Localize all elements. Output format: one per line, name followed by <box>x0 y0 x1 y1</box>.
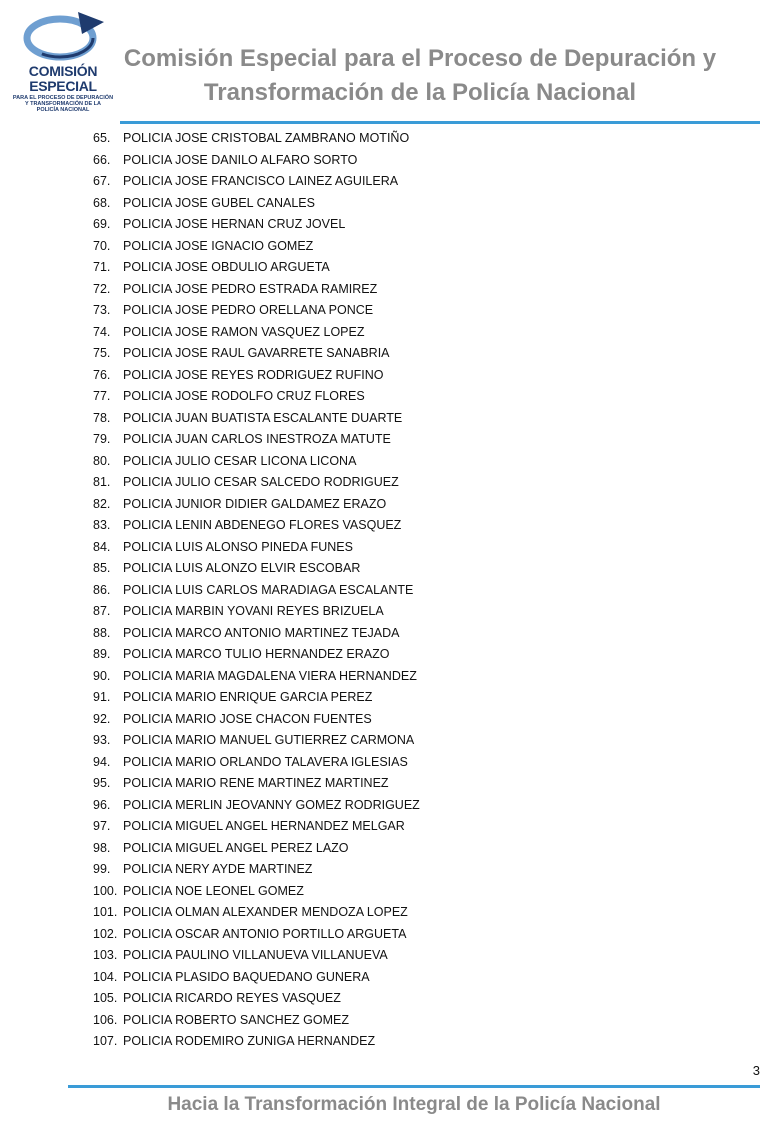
list-item <box>93 988 420 1010</box>
list-item-number: 73. <box>93 303 111 317</box>
list-item <box>93 386 420 408</box>
list-item-name: POLICIA MIGUEL ANGEL HERNANDEZ MELGAR <box>123 819 405 833</box>
list-item <box>93 838 420 860</box>
list-item-number: 91. <box>93 690 111 704</box>
list-item-name: POLICIA JOSE RAUL GAVARRETE SANABRIA <box>123 346 390 360</box>
list-item-number: 75. <box>93 346 111 360</box>
list-item-name: POLICIA RODEMIRO ZUNIGA HERNANDEZ <box>123 1034 376 1048</box>
list-item-name: POLICIA MARIO RENE MARTINEZ MARTINEZ <box>123 776 389 790</box>
logo-subtitle-line: POLICÍA NACIONAL <box>36 107 90 114</box>
header-divider <box>120 121 760 124</box>
list-item <box>93 451 420 473</box>
list-item-name: POLICIA LENIN ABDENEGO FLORES VASQUEZ <box>123 518 402 532</box>
list-item <box>93 644 420 666</box>
list-item-name: POLICIA MARIO ORLANDO TALAVERA IGLESIAS <box>123 754 408 769</box>
list-item-number: 68. <box>93 195 111 210</box>
list-item-number: 102. <box>93 926 118 941</box>
list-item <box>93 687 420 709</box>
list-item-number: 81. <box>93 475 111 489</box>
list-item <box>93 128 420 150</box>
list-item-name: POLICIA MIGUEL ANGEL PEREZ LAZO <box>123 840 349 855</box>
list-item <box>93 730 420 752</box>
page-title <box>120 42 720 110</box>
list-item-name: POLICIA JOSE PEDRO ESTRADA RAMIREZ <box>123 281 378 296</box>
footer-divider <box>68 1085 760 1088</box>
list-item <box>93 257 420 279</box>
circular-arrow-logo-icon <box>20 8 106 64</box>
logo-text-especial: ESPECIAL <box>29 78 97 94</box>
list-item-number: 95. <box>93 776 111 790</box>
list-item-number: 87. <box>93 604 111 618</box>
list-item <box>93 193 420 215</box>
list-item <box>93 214 420 236</box>
list-item <box>93 924 420 946</box>
list-item-number: 88. <box>93 625 111 640</box>
list-item-name: POLICIA JOSE HERNAN CRUZ JOVEL <box>123 217 346 231</box>
list-item <box>93 666 420 688</box>
list-item <box>93 408 420 430</box>
list-item <box>93 967 420 989</box>
list-item-number: 106. <box>93 1012 118 1027</box>
list-item-name: POLICIA JUNIOR DIDIER GALDAMEZ ERAZO <box>123 496 387 511</box>
list-item-number: 76. <box>93 367 111 382</box>
list-item-number: 103. <box>93 948 118 962</box>
list-item-number: 83. <box>93 518 111 532</box>
logo-subtitle <box>8 95 118 114</box>
list-item-number: 65. <box>93 131 111 145</box>
list-item <box>93 752 420 774</box>
list-item-number: 78. <box>93 410 111 425</box>
list-item-name: POLICIA JOSE FRANCISCO LAINEZ AGUILERA <box>123 174 399 188</box>
list-item-number: 85. <box>93 561 111 575</box>
list-item-number: 92. <box>93 711 111 726</box>
list-item-name: POLICIA MARIA MAGDALENA VIERA HERNANDEZ <box>123 668 417 683</box>
list-item <box>93 816 420 838</box>
list-item-name: POLICIA JOSE IGNACIO GOMEZ <box>123 238 314 253</box>
list-item-name: POLICIA JOSE PEDRO ORELLANA PONCE <box>123 303 374 317</box>
list-item <box>93 537 420 559</box>
list-item <box>93 515 420 537</box>
list-item <box>93 494 420 516</box>
list-item <box>93 300 420 322</box>
list-item-name: POLICIA OLMAN ALEXANDER MENDOZA LOPEZ <box>123 905 408 919</box>
list-item-name: POLICIA MERLIN JEOVANNY GOMEZ RODRIGUEZ <box>123 797 420 812</box>
list-item-number: 104. <box>93 969 118 984</box>
list-item <box>93 236 420 258</box>
list-item-number: 77. <box>93 389 111 403</box>
list-item-name: POLICIA JOSE DANILO ALFARO SORTO <box>123 152 358 167</box>
list-item-name: POLICIA MARBIN YOVANI REYES BRIZUELA <box>123 604 384 618</box>
list-item-number: 86. <box>93 582 111 597</box>
list-item-number: 84. <box>93 539 111 554</box>
list-item <box>93 902 420 924</box>
list-item-number: 90. <box>93 668 111 683</box>
list-item-name: POLICIA JULIO CESAR LICONA LICONA <box>123 453 357 468</box>
list-item-number: 97. <box>93 819 111 833</box>
list-item-name: POLICIA JOSE CRISTOBAL ZAMBRANO MOTIÑO <box>123 131 410 145</box>
list-item-number: 70. <box>93 238 111 253</box>
list-item <box>93 1010 420 1032</box>
list-item-name: POLICIA MARIO ENRIQUE GARCIA PEREZ <box>123 690 373 704</box>
list-item <box>93 859 420 881</box>
list-item-name: POLICIA JUAN BUATISTA ESCALANTE DUARTE <box>123 410 403 425</box>
list-item <box>93 343 420 365</box>
list-item <box>93 881 420 903</box>
list-item <box>93 171 420 193</box>
list-item-name: POLICIA JOSE RAMON VASQUEZ LOPEZ <box>123 324 365 339</box>
list-item <box>93 709 420 731</box>
list-item <box>93 150 420 172</box>
list-item-number: 79. <box>93 432 111 446</box>
list-item-name: POLICIA RICARDO REYES VASQUEZ <box>123 991 341 1005</box>
list-item <box>93 365 420 387</box>
list-item-name: POLICIA JUAN CARLOS INESTROZA MATUTE <box>123 432 391 446</box>
list-item-name: POLICIA MARIO JOSE CHACON FUENTES <box>123 711 372 726</box>
list-item <box>93 795 420 817</box>
list-item-number: 105. <box>93 991 118 1005</box>
list-item-number: 82. <box>93 496 111 511</box>
list-item-number: 72. <box>93 281 111 296</box>
commission-logo <box>8 6 118 114</box>
list-item-number: 74. <box>93 324 111 339</box>
list-item-name: POLICIA PAULINO VILLANUEVA VILLANUEVA <box>123 948 388 962</box>
page-title-line-2: Transformación de la Policía Nacional <box>203 79 637 106</box>
list-item-number: 69. <box>93 217 111 231</box>
list-item-name: POLICIA NOE LEONEL GOMEZ <box>123 883 304 898</box>
list-item-name: POLICIA MARCO TULIO HERNANDEZ ERAZO <box>123 647 390 661</box>
list-item-name: POLICIA NERY AYDE MARTINEZ <box>123 862 313 876</box>
list-item <box>93 601 420 623</box>
list-item-number: 80. <box>93 453 111 468</box>
list-item <box>93 279 420 301</box>
list-item <box>93 773 420 795</box>
list-item <box>93 558 420 580</box>
list-item-number: 94. <box>93 754 111 769</box>
list-item-name: POLICIA OSCAR ANTONIO PORTILLO ARGUETA <box>123 926 407 941</box>
list-item-number: 100. <box>93 883 118 898</box>
list-item-number: 71. <box>93 260 111 274</box>
footer-slogan: Hacia la Transformación Integral de la Policía Nacional <box>167 1094 661 1115</box>
list-item-name: POLICIA JOSE GUBEL CANALES <box>123 195 315 210</box>
list-item-number: 98. <box>93 840 111 855</box>
list-item-number: 107. <box>93 1034 118 1048</box>
list-item-name: POLICIA LUIS CARLOS MARADIAGA ESCALANTE <box>123 582 414 597</box>
list-item-number: 99. <box>93 862 111 876</box>
list-item-name: POLICIA MARIO MANUEL GUTIERREZ CARMONA <box>123 733 415 747</box>
list-item-number: 101. <box>93 905 118 919</box>
list-item <box>93 580 420 602</box>
list-item-name: POLICIA MARCO ANTONIO MARTINEZ TEJADA <box>123 625 400 640</box>
list-item-name: POLICIA JULIO CESAR SALCEDO RODRIGUEZ <box>123 475 399 489</box>
list-item-number: 67. <box>93 174 111 188</box>
list-item-name: POLICIA JOSE OBDULIO ARGUETA <box>123 260 330 274</box>
list-item-number: 93. <box>93 733 111 747</box>
list-item-number: 96. <box>93 797 111 812</box>
list-item-number: 89. <box>93 647 111 661</box>
list-item-number: 66. <box>93 152 111 167</box>
logo-subtitle-line: Y TRANSFORMACIÓN DE LA <box>25 101 101 108</box>
list-item-name: POLICIA ROBERTO SANCHEZ GOMEZ <box>123 1012 349 1027</box>
list-item <box>93 322 420 344</box>
logo-subtitle-line: PARA EL PROCESO DE DEPURACIÓN <box>12 95 114 101</box>
list-item-name: POLICIA LUIS ALONSO PINEDA FUNES <box>123 539 353 554</box>
list-item <box>93 945 420 967</box>
page-number: 3 <box>752 1063 760 1078</box>
list-item <box>93 472 420 494</box>
list-item-name: POLICIA PLASIDO BAQUEDANO GUNERA <box>123 969 370 984</box>
logo-text-comision: COMISIÓN <box>28 63 98 79</box>
list-item <box>93 1031 420 1053</box>
list-item-name: POLICIA LUIS ALONZO ELVIR ESCOBAR <box>123 561 361 575</box>
list-item <box>93 623 420 645</box>
list-item-name: POLICIA JOSE RODOLFO CRUZ FLORES <box>123 389 365 403</box>
personnel-list <box>93 128 420 1053</box>
page-title-line-1: Comisión Especial para el Proceso de Depuración y <box>123 45 717 72</box>
list-item <box>93 429 420 451</box>
list-item-name: POLICIA JOSE REYES RODRIGUEZ RUFINO <box>123 367 384 382</box>
